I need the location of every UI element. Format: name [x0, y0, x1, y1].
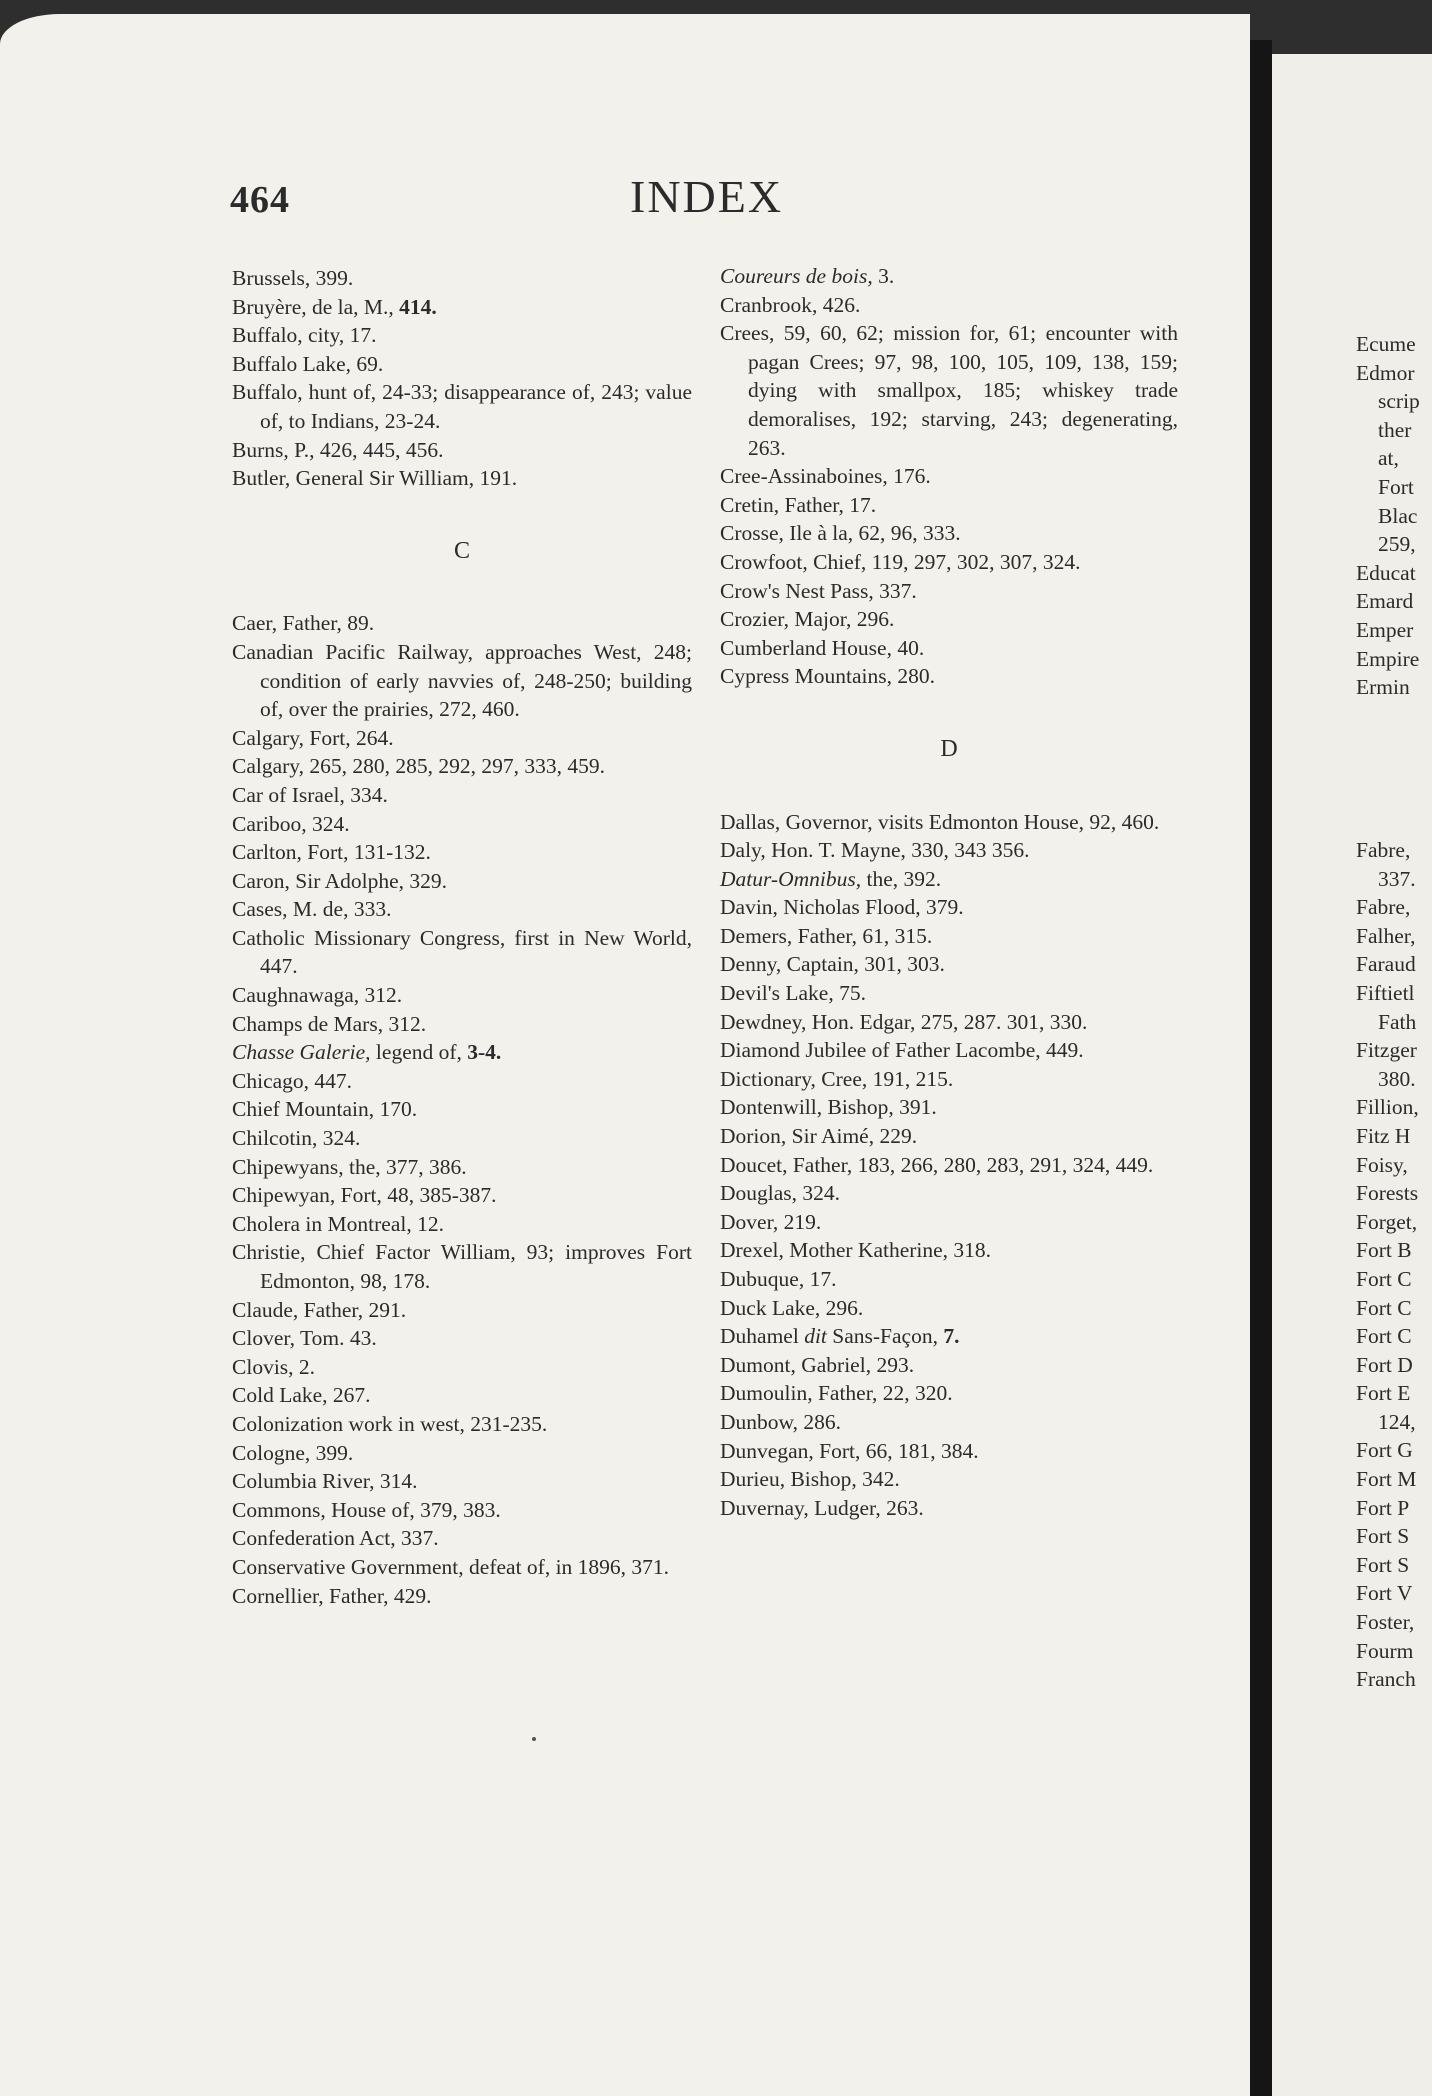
partial-index-entry: Fort S — [1356, 1524, 1410, 1549]
entry-text: Duvernay, Ludger, 263. — [720, 1495, 924, 1520]
entry-text: the, 392. — [861, 866, 942, 891]
entry-text: Claude, Father, 291. — [232, 1297, 407, 1322]
index-entry — [720, 1265, 1178, 1294]
entry-text: Clovis, 2. — [232, 1354, 316, 1379]
index-entry — [232, 1439, 692, 1468]
book-gutter — [1250, 40, 1272, 2096]
entry-text: Cretin, Father, 17. — [720, 492, 877, 517]
partial-index-entry: Educat — [1356, 560, 1416, 585]
partial-index-entry: Blac — [1378, 503, 1418, 528]
entry-text: Buffalo, city, 17. — [232, 323, 377, 348]
entry-text: Duck Lake, 296. — [720, 1295, 864, 1320]
index-entry — [232, 724, 692, 753]
index-entry — [720, 634, 1178, 663]
index-entry — [720, 1437, 1178, 1466]
index-entry — [232, 924, 692, 981]
page-number: 464 — [230, 179, 290, 221]
entry-text: Butler, General Sir William, 191. — [232, 466, 518, 491]
entry-text: 3-4. — [467, 1040, 502, 1065]
partial-index-entry: Fort — [1378, 474, 1414, 499]
entry-text: Dorion, Sir Aimé, 229. — [720, 1124, 918, 1149]
index-entry — [232, 838, 692, 867]
partial-index-entry: Fabre, — [1356, 838, 1411, 862]
entry-text: Crees, 59, 60, 62; mission for, 61; encounter with pagan Crees; 97, 98, 100, 105, 109, 138, 159; dying with smallpox, 185; whiskey trade demoralises, 192; starving, 243; degenerating, 263. — [720, 321, 1178, 460]
page-title: INDEX — [630, 171, 784, 222]
index-entry — [232, 781, 692, 810]
index-entry — [720, 605, 1178, 634]
index-entry — [720, 1065, 1178, 1094]
index-entry — [232, 1210, 692, 1239]
index-entry — [232, 1381, 692, 1410]
index-column-left — [232, 264, 692, 1610]
partial-index-entry: Edmor — [1356, 360, 1415, 385]
partial-index-entry: 259, — [1378, 532, 1416, 557]
partial-index-entry: Fort C — [1356, 1266, 1412, 1291]
index-entry — [720, 319, 1178, 462]
partial-index-entry: Fort D — [1356, 1352, 1413, 1377]
index-entry — [720, 662, 1178, 691]
entry-text: Diamond Jubilee of Father Lacombe, 449. — [720, 1038, 1084, 1063]
index-entry — [232, 1467, 692, 1496]
entry-text: Dubuque, 17. — [720, 1267, 837, 1291]
entry-text: Bruyère, de la, M., — [232, 294, 400, 319]
partial-index-entry: 380. — [1378, 1066, 1416, 1091]
entry-text: Catholic Missionary Congress, first in New World, 447. — [232, 925, 692, 979]
entry-text: Brussels, 399. — [232, 266, 354, 290]
entry-text: Canadian Pacific Railway, approaches West, 248; condition of early navvies of, 248-250; building of, over the prairies, 272, 460. — [232, 639, 692, 722]
entry-text: Columbia River, 314. — [232, 1469, 418, 1494]
partial-index-entry: Falher, — [1356, 923, 1416, 948]
entry-text: Cree-Assinaboines, 176. — [720, 464, 931, 489]
letter-heading: D — [940, 735, 958, 762]
partial-index-entry: Fath — [1378, 1009, 1417, 1034]
entry-text: Chicago, 447. — [232, 1068, 353, 1093]
index-entry — [720, 577, 1178, 606]
index-entry — [720, 1408, 1178, 1437]
entry-text: Calgary, Fort, 264. — [232, 725, 394, 750]
entry-text: Champs de Mars, 312. — [232, 1011, 427, 1036]
entry-text: Buffalo Lake, 69. — [232, 351, 384, 376]
index-entry — [232, 1238, 692, 1295]
index-entry — [232, 1038, 692, 1067]
entry-text: Dewdney, Hon. Edgar, 275, 287. 301, 330. — [720, 1009, 1088, 1034]
entry-text: Carlton, Fort, 131-132. — [232, 840, 431, 865]
entry-text: Conservative Government, defeat of, in 1896, 371. — [232, 1554, 670, 1579]
index-entry — [720, 893, 1178, 922]
right-page-entries-bottom — [1356, 836, 1432, 1694]
index-entry — [720, 950, 1178, 979]
index-entry — [232, 464, 692, 493]
entry-text: Dumoulin, Father, 22, 320. — [720, 1381, 953, 1406]
partial-index-entry: Fitz H — [1356, 1123, 1411, 1148]
letter-heading: C — [453, 537, 470, 564]
entry-text: Christie, Chief Factor William, 93; improves Fort Edmonton, 98, 178. — [232, 1240, 692, 1293]
entry-text: Commons, House of, 379, 383. — [232, 1497, 501, 1522]
entry-text: Denny, Captain, 301, 303. — [720, 952, 945, 977]
partial-index-entry: Ermin — [1356, 675, 1410, 700]
entry-text: 7. — [943, 1324, 960, 1349]
index-entry — [232, 1153, 692, 1182]
index-entry — [720, 1208, 1178, 1237]
partial-index-entry: Fitzger — [1356, 1038, 1417, 1063]
index-entry — [720, 922, 1178, 951]
entry-text: Crowfoot, Chief, 119, 297, 302, 307, 324. — [720, 549, 1081, 574]
index-entry — [232, 1124, 692, 1153]
index-entry — [720, 1036, 1178, 1065]
partial-index-entry: Empire — [1356, 646, 1420, 671]
entry-text: dit — [804, 1324, 827, 1349]
index-entry — [720, 1179, 1178, 1208]
entry-text: Burns, P., 426, 445, 456. — [232, 437, 444, 462]
index-entry — [720, 291, 1178, 320]
entry-text: Confederation Act, 337. — [232, 1526, 439, 1551]
index-entry — [720, 1494, 1178, 1523]
index-entry — [720, 865, 1178, 894]
partial-index-entry: Fort G — [1356, 1438, 1413, 1463]
index-entry — [232, 609, 692, 638]
entry-text: Dunbow, 286. — [720, 1409, 842, 1434]
index-entry — [232, 1524, 692, 1553]
index-column-middle — [720, 262, 1178, 1522]
entry-text: Coureurs de bois, — [720, 264, 873, 288]
entry-text: Sans-Façon, — [826, 1324, 944, 1349]
index-entry — [232, 1324, 692, 1353]
right-page-entries-top — [1356, 330, 1432, 702]
partial-index-entry: Ecume — [1356, 332, 1416, 356]
partial-index-entry: Fiftietl — [1356, 980, 1415, 1005]
index-entry — [720, 1351, 1178, 1380]
partial-index-entry: Emard — [1356, 589, 1414, 614]
entry-text: Dumont, Gabriel, 293. — [720, 1352, 915, 1377]
entry-text: Cholera in Montreal, 12. — [232, 1211, 444, 1236]
entry-text: Datur-Omnibus, — [720, 866, 862, 891]
entry-text: Cumberland House, 40. — [720, 635, 925, 660]
partial-index-entry: Fabre, — [1356, 895, 1411, 920]
entry-text: Cranbrook, 426. — [720, 292, 861, 317]
partial-index-entry: Faraud — [1356, 952, 1416, 977]
entry-text: Clover, Tom. 43. — [232, 1326, 377, 1351]
entry-text: Cold Lake, 267. — [232, 1383, 371, 1408]
entry-text: Chipewyans, the, 377, 386. — [232, 1154, 467, 1179]
partial-index-entry: Fillion, — [1356, 1095, 1419, 1120]
entry-text: Doucet, Father, 183, 266, 280, 283, 291, 324, 449. — [720, 1152, 1154, 1177]
entry-text: Cypress Mountains, 280. — [720, 664, 935, 689]
entry-text: Caron, Sir Adolphe, 329. — [232, 868, 447, 893]
entry-text: Drexel, Mother Katherine, 318. — [720, 1238, 992, 1263]
partial-index-entry: Foster, — [1356, 1610, 1415, 1635]
index-entry — [232, 1067, 692, 1096]
index-entry — [232, 981, 692, 1010]
index-entry — [720, 1151, 1178, 1180]
entry-text: Dallas, Governor, visits Edmonton House, 92, 460. — [720, 809, 1160, 834]
entry-text: Dover, 219. — [720, 1209, 822, 1234]
partial-index-entry: Fort B — [1356, 1238, 1412, 1263]
entry-text: Demers, Father, 61, 315. — [720, 923, 933, 948]
entry-text: 414. — [399, 294, 437, 319]
entry-text: Cornellier, Father, 429. — [232, 1583, 432, 1608]
entry-text: Colonization work in west, 231-235. — [232, 1411, 548, 1436]
index-entry — [720, 1008, 1178, 1037]
entry-text: legend of, — [370, 1040, 468, 1065]
entry-text: Cariboo, 324. — [232, 811, 350, 836]
index-entry — [232, 895, 692, 924]
partial-index-entry: Fort S — [1356, 1552, 1410, 1577]
index-entry — [232, 1582, 692, 1611]
partial-index-entry: Franch — [1356, 1667, 1416, 1692]
partial-index-entry: Forget, — [1356, 1209, 1418, 1234]
partial-index-entry: 337. — [1378, 866, 1416, 891]
index-entry — [720, 1093, 1178, 1122]
index-entry — [232, 867, 692, 896]
entry-text: Crosse, Ile à la, 62, 96, 333. — [720, 521, 961, 546]
partial-index-entry: 124, — [1378, 1409, 1416, 1434]
index-entry — [720, 1122, 1178, 1151]
entry-text: 3. — [872, 264, 895, 288]
index-entry — [720, 519, 1178, 548]
partial-index-entry: Fort M — [1356, 1467, 1417, 1492]
partial-index-entry: Forests — [1356, 1181, 1419, 1206]
index-entry — [720, 491, 1178, 520]
entry-text: Chipewyan, Fort, 48, 385-387. — [232, 1183, 497, 1208]
entry-text: Car of Israel, 334. — [232, 782, 388, 807]
index-entry — [232, 638, 692, 724]
entry-text: Caer, Father, 89. — [232, 611, 375, 636]
index-entry — [720, 836, 1178, 865]
entry-text: Caughnawaga, 312. — [232, 983, 403, 1008]
entry-text: Duhamel — [720, 1324, 805, 1349]
index-entry — [232, 293, 692, 322]
entry-text: Devil's Lake, 75. — [720, 981, 866, 1006]
index-entry — [232, 378, 692, 435]
index-entry — [232, 752, 692, 781]
entry-text: Calgary, 265, 280, 285, 292, 297, 333, 459. — [232, 754, 606, 779]
partial-index-entry: Fort C — [1356, 1324, 1412, 1349]
index-entry — [720, 979, 1178, 1008]
index-entry — [232, 436, 692, 465]
entry-text: Chief Mountain, 170. — [232, 1097, 418, 1122]
entry-text: Davin, Nicholas Flood, 379. — [720, 895, 964, 920]
partial-index-entry: Fort E — [1356, 1381, 1411, 1406]
entry-text: Cases, M. de, 333. — [232, 897, 392, 922]
partial-index-entry: at, — [1378, 446, 1399, 471]
index-entry — [232, 1353, 692, 1382]
index-entry — [720, 462, 1178, 491]
index-entry — [720, 1465, 1178, 1494]
entry-text: Douglas, 324. — [720, 1181, 841, 1206]
index-entry — [232, 1181, 692, 1210]
partial-index-entry: Fort V — [1356, 1581, 1413, 1606]
entry-text: Chilcotin, 324. — [232, 1126, 361, 1151]
partial-index-entry: Fourm — [1356, 1638, 1414, 1663]
partial-index-entry: ther — [1378, 417, 1412, 442]
entry-text: Dunvegan, Fort, 66, 181, 384. — [720, 1438, 979, 1463]
index-entry — [232, 1010, 692, 1039]
index-entry — [232, 810, 692, 839]
index-entry — [720, 1294, 1178, 1323]
entry-text: Dictionary, Cree, 191, 215. — [720, 1066, 954, 1091]
entry-text: Crow's Nest Pass, 337. — [720, 578, 917, 603]
index-entry — [232, 1095, 692, 1124]
entry-text: Daly, Hon. T. Mayne, 330, 343 356. — [720, 838, 1030, 863]
index-entry — [232, 1496, 692, 1525]
index-entry — [232, 321, 692, 350]
partial-index-entry: Fort P — [1356, 1495, 1410, 1520]
index-entry — [720, 262, 1178, 291]
index-entry — [720, 1379, 1178, 1408]
entry-text: Cologne, 399. — [232, 1440, 354, 1465]
index-entry — [720, 1236, 1178, 1265]
index-entry — [720, 808, 1178, 837]
entry-text: Crozier, Major, 296. — [720, 607, 895, 632]
partial-index-entry: Foisy, — [1356, 1152, 1408, 1177]
index-entry — [720, 548, 1178, 577]
partial-index-entry: scrip — [1378, 389, 1420, 414]
index-entry — [232, 264, 692, 293]
partial-index-entry: Fort C — [1356, 1295, 1412, 1320]
entry-text: Durieu, Bishop, 342. — [720, 1467, 900, 1492]
entry-text: Buffalo, hunt of, 24-33; disappearance of, 243; value of, to Indians, 23-24. — [232, 380, 692, 433]
index-entry — [232, 350, 692, 379]
index-entry — [720, 1322, 1178, 1351]
index-entry — [232, 1296, 692, 1325]
print-speck — [532, 1737, 536, 1741]
partial-index-entry: Emper — [1356, 617, 1414, 642]
entry-text: Dontenwill, Bishop, 391. — [720, 1095, 937, 1120]
entry-text: Chasse Galerie, — [232, 1040, 371, 1065]
index-entry — [232, 1410, 692, 1439]
index-entry — [232, 1553, 692, 1582]
